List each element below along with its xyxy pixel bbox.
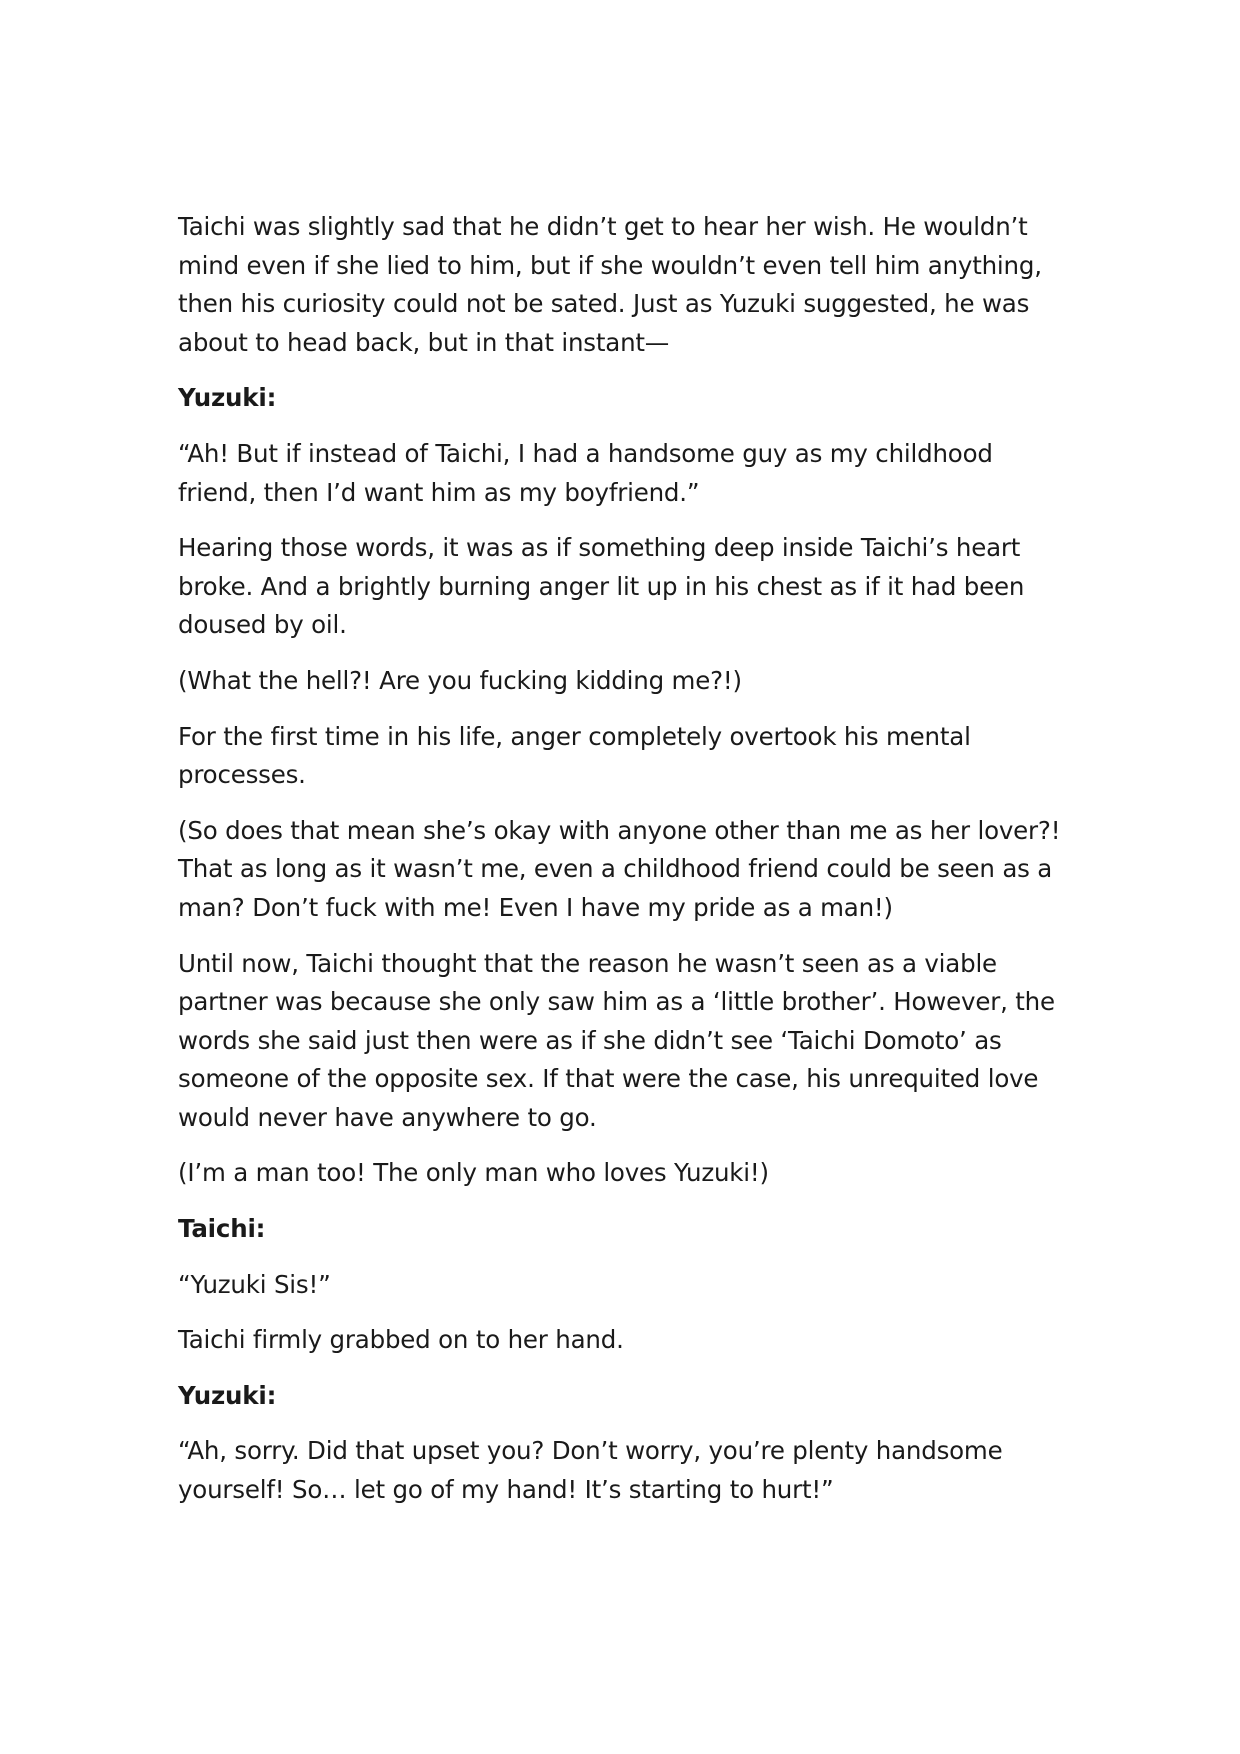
paragraph: Hearing those words, it was as if something deep inside Taichi’s heart broke. And a brightly burning anger lit up in his chest as if it had been doused by oil.	[178, 533, 1025, 640]
dialogue-line: “Yuzuki Sis!”	[178, 1269, 331, 1299]
paragraph: Until now, Taichi thought that the reason he wasn’t seen as a viable partner was because she only saw him as a ‘little brother’. However, the words she said just then were as if she didn’t see ‘Taichi Domoto’ as someone of the opposite sex. If that were the case, his unrequited love would never have anywhere to go.	[178, 948, 1055, 1132]
paragraph: For the first time in his life, anger completely overtook his mental processes.	[178, 721, 971, 790]
dialogue-line: “Ah, sorry. Did that upset you? Don’t worry, you’re plenty handsome yourself! So… let go of my hand! It’s starting to hurt!”	[178, 1436, 1003, 1505]
inner-thought: (So does that mean she’s okay with anyone other than me as her lover?! That as long as it wasn’t me, even a childhood friend could be seen as a man? Don’t fuck with me! Even I have my pride as a man!)	[178, 815, 1061, 922]
paragraph-intro: Taichi was slightly sad that he didn’t get to hear her wish. He wouldn’t mind even if she lied to him, but if she wouldn’t even tell him anything, then his curiosity could not be sated. Just as Yuzuki suggested, he was about to head back, but in that instant—	[178, 212, 1042, 357]
inner-thought: (What the hell?! Are you fucking kidding me?!)	[178, 665, 742, 695]
speaker-label: Taichi:	[178, 1214, 266, 1244]
dialogue-line: “Ah! But if instead of Taichi, I had a handsome guy as my childhood friend, then I’d want him as my boyfriend.”	[178, 438, 993, 507]
speaker-label: Yuzuki:	[178, 1380, 277, 1410]
speaker-label: Yuzuki:	[178, 383, 277, 413]
inner-thought: (I’m a man too! The only man who loves Yuzuki!)	[178, 1158, 769, 1188]
document-page	[178, 208, 1078, 1527]
paragraph: Taichi firmly grabbed on to her hand.	[178, 1325, 624, 1355]
